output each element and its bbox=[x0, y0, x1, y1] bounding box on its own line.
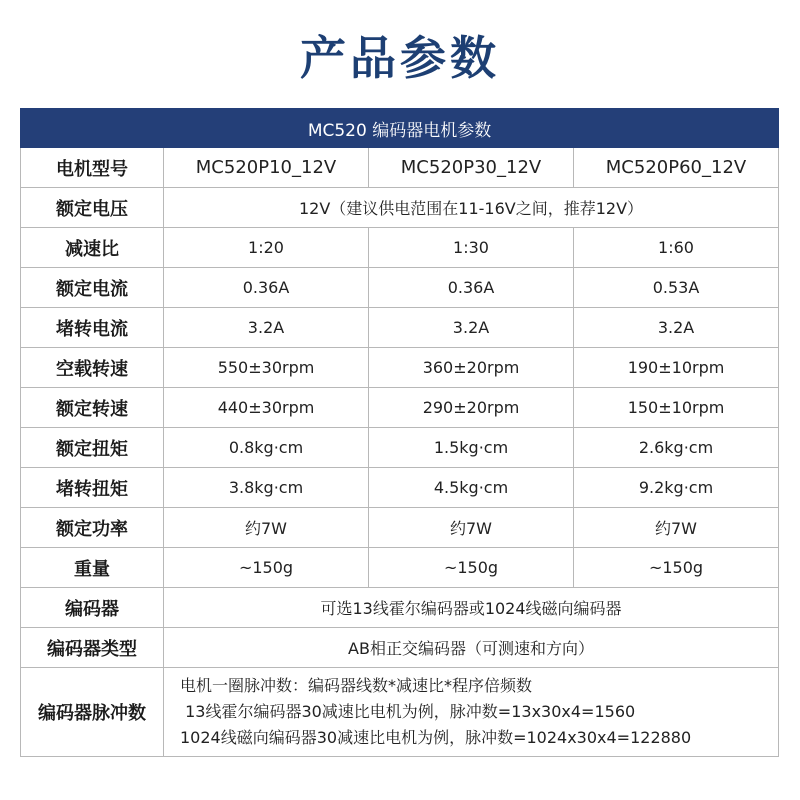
table-cell: 2.6kg·cm bbox=[574, 428, 779, 468]
table-banner-row bbox=[21, 109, 779, 148]
table-cell: 1:60 bbox=[574, 228, 779, 268]
table-cell: 290±20rpm bbox=[369, 388, 574, 428]
table-cell: 0.36A bbox=[369, 268, 574, 308]
row-label: 重量 bbox=[21, 548, 164, 588]
row-label: 编码器 bbox=[21, 588, 164, 628]
pulse-description bbox=[164, 668, 779, 757]
table-cell: 4.5kg·cm bbox=[369, 468, 574, 508]
table-row bbox=[21, 548, 779, 588]
table-cell: 0.8kg·cm bbox=[164, 428, 369, 468]
page-title: 产品参数 bbox=[300, 31, 500, 85]
encoder-type-value: AB相正交编码器（可测速和方向） bbox=[164, 628, 779, 668]
table-cell: 360±20rpm bbox=[369, 348, 574, 388]
table-cell: 550±30rpm bbox=[164, 348, 369, 388]
table-cell: 约7W bbox=[164, 508, 369, 548]
table-cell: ~150g bbox=[164, 548, 369, 588]
table-cell: 3.2A bbox=[164, 308, 369, 348]
table-cell: 约7W bbox=[574, 508, 779, 548]
table-cell: 9.2kg·cm bbox=[574, 468, 779, 508]
row-label: 额定电流 bbox=[21, 268, 164, 308]
table-cell: ~150g bbox=[369, 548, 574, 588]
table-cell: 0.53A bbox=[574, 268, 779, 308]
row-label: 空载转速 bbox=[21, 348, 164, 388]
table-cell: ~150g bbox=[574, 548, 779, 588]
row-label: 额定电压 bbox=[21, 188, 164, 228]
spec-table bbox=[20, 108, 779, 757]
model-row bbox=[21, 148, 779, 188]
pulse-line: 电机一圈脉冲数：编码器线数*减速比*程序倍频数 bbox=[180, 676, 533, 695]
table-cell: 150±10rpm bbox=[574, 388, 779, 428]
row-label: 减速比 bbox=[21, 228, 164, 268]
row-label: 额定转速 bbox=[21, 388, 164, 428]
table-row bbox=[21, 228, 779, 268]
table-cell: 190±10rpm bbox=[574, 348, 779, 388]
pulse-row bbox=[21, 668, 779, 757]
table-cell: 0.36A bbox=[164, 268, 369, 308]
model-cell: MC520P10_12V bbox=[164, 148, 369, 188]
encoder-value: 可选13线霍尔编码器或1024线磁向编码器 bbox=[164, 588, 779, 628]
table-cell: 1:30 bbox=[369, 228, 574, 268]
voltage-value: 12V（建议供电范围在11-16V之间，推荐12V） bbox=[164, 188, 779, 228]
table-row bbox=[21, 468, 779, 508]
table-row bbox=[21, 308, 779, 348]
model-cell: MC520P60_12V bbox=[574, 148, 779, 188]
voltage-row bbox=[21, 188, 779, 228]
table-row bbox=[21, 268, 779, 308]
pulse-line: 1024线磁向编码器30减速比电机为例，脉冲数=1024x30x4=122880 bbox=[180, 728, 692, 747]
row-label: 堵转电流 bbox=[21, 308, 164, 348]
row-label: 额定扭矩 bbox=[21, 428, 164, 468]
table-row bbox=[21, 508, 779, 548]
row-label: 额定功率 bbox=[21, 508, 164, 548]
table-row bbox=[21, 348, 779, 388]
row-label: 电机型号 bbox=[21, 148, 164, 188]
table-banner: MC520 编码器电机参数 bbox=[21, 109, 779, 148]
table-row bbox=[21, 388, 779, 428]
row-label: 编码器脉冲数 bbox=[21, 668, 164, 757]
model-cell: MC520P30_12V bbox=[369, 148, 574, 188]
row-label: 编码器类型 bbox=[21, 628, 164, 668]
table-cell: 440±30rpm bbox=[164, 388, 369, 428]
table-cell: 1:20 bbox=[164, 228, 369, 268]
table-cell: 1.5kg·cm bbox=[369, 428, 574, 468]
table-row bbox=[21, 428, 779, 468]
row-label: 堵转扭矩 bbox=[21, 468, 164, 508]
table-cell: 3.2A bbox=[574, 308, 779, 348]
table-cell: 约7W bbox=[369, 508, 574, 548]
encoder-type-row bbox=[21, 628, 779, 668]
table-cell: 3.2A bbox=[369, 308, 574, 348]
table-cell: 3.8kg·cm bbox=[164, 468, 369, 508]
encoder-row bbox=[21, 588, 779, 628]
pulse-line: 13线霍尔编码器30减速比电机为例，脉冲数=13x30x4=1560 bbox=[180, 702, 636, 721]
